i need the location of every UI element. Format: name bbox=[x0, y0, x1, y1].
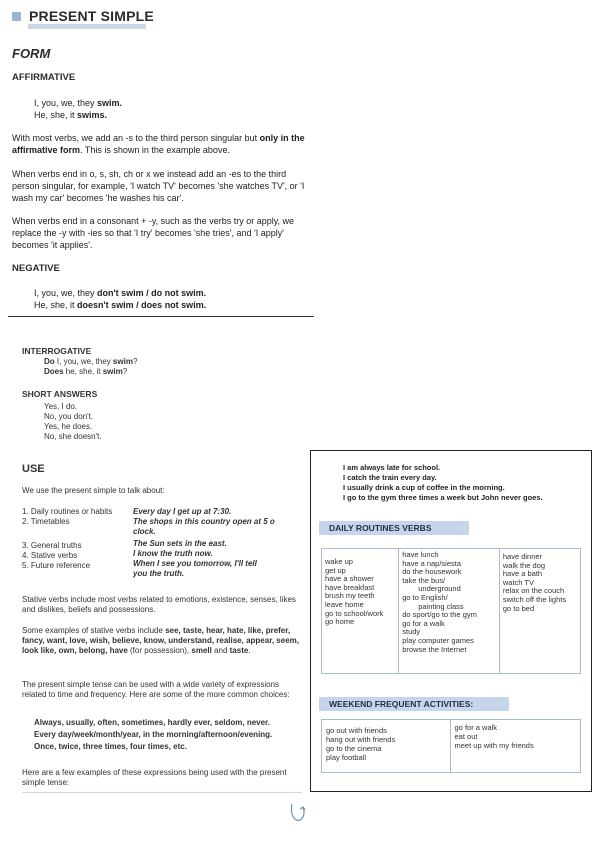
daily-col-2 bbox=[399, 549, 500, 673]
weekend-item: go to the cinema bbox=[326, 744, 382, 753]
daily-col-1 bbox=[322, 549, 399, 673]
use-item-5-example: When I see you tomorrow, I'll tell you the truth. bbox=[133, 559, 257, 578]
weekend-activities-table bbox=[321, 719, 581, 773]
aff-line1-text: I, you, we, they bbox=[34, 98, 98, 108]
weekend-col-2 bbox=[451, 720, 580, 772]
aff-line2-verb: swims. bbox=[77, 110, 108, 120]
short-answer-4: No, she doesn't. bbox=[44, 432, 102, 441]
page-title bbox=[12, 8, 154, 24]
use-item-3-example: The Sun sets in the east. bbox=[133, 539, 227, 548]
interrogative-example-1 bbox=[44, 357, 137, 367]
examples-smell: smell bbox=[191, 646, 212, 655]
frequency-line-2: Every day/week/month/year, in the morning/afternoon/evening. bbox=[34, 730, 273, 739]
weekend-activities-title: WEEKEND FREQUENT ACTIVITIES: bbox=[319, 697, 509, 711]
int-line1-verb: swim bbox=[112, 357, 133, 366]
weekend-item: hang out with friends bbox=[326, 735, 396, 744]
page-bottom-line bbox=[22, 792, 302, 793]
stative-paragraph: Stative verbs include most verbs related to emotions, existence, senses, likes and dislikes, beliefs and possessions. bbox=[22, 595, 296, 614]
form-paragraph-2: When verbs end in o, s, sh, ch or x we instead add an -es to the third person singular, for example, 'I watch TV' becomes 'she watches TV', or 'I wash my car' becomes 'he washes his car'. bbox=[12, 169, 305, 203]
examples-and: and bbox=[211, 646, 230, 655]
stative-examples-paragraph bbox=[22, 626, 304, 656]
daily-item: play computer games bbox=[402, 635, 474, 645]
example-sentence-4: I go to the gym three times a week but John never goes. bbox=[343, 493, 543, 502]
daily-item: have a bath bbox=[502, 569, 543, 579]
neg-line2-verb: doesn't swim / does not swim. bbox=[77, 300, 207, 310]
use-item-5-label: 5. Future reference bbox=[22, 561, 91, 570]
daily-item: have a nap/siesta bbox=[402, 558, 462, 568]
daily-item: go for a walk bbox=[402, 618, 445, 628]
use-item-2-example: The shops in this country open at 5 o clock. bbox=[133, 517, 275, 536]
int-line1-end: ? bbox=[132, 357, 138, 366]
daily-item: watch TV bbox=[502, 577, 534, 587]
daily-col-3 bbox=[500, 549, 580, 673]
daily-item: relax on the couch bbox=[502, 586, 565, 596]
daily-item: have a shower bbox=[325, 574, 374, 584]
interrogative-example-2 bbox=[44, 367, 127, 377]
daily-item: study bbox=[402, 627, 421, 637]
weekend-col-1 bbox=[322, 720, 451, 772]
daily-routines-table bbox=[321, 548, 581, 674]
negative-label: NEGATIVE bbox=[12, 263, 60, 274]
use-item-3-label: 3. General truths bbox=[22, 541, 82, 550]
int-line2-mid: he, she, it bbox=[63, 367, 103, 376]
interrogative-label: INTERROGATIVE bbox=[22, 346, 92, 356]
daily-item: brush my teeth bbox=[325, 591, 375, 601]
use-item-1-example: Every day I get up at 7:30. bbox=[133, 507, 232, 516]
para1-bold: only in the affirmative form bbox=[12, 133, 305, 155]
examples-taste: taste bbox=[229, 646, 249, 655]
negative-example-2 bbox=[34, 299, 206, 311]
frequency-paragraph: The present simple tense can be used with a wide variety of expressions related to time and frequency. Here are some of the more common choices: bbox=[22, 680, 290, 699]
affirmative-example-1 bbox=[34, 97, 122, 109]
daily-item: painting class bbox=[418, 601, 464, 611]
int-line1-aux: Do bbox=[44, 357, 55, 366]
daily-item: have dinner bbox=[502, 552, 543, 561]
weekend-item: meet up with my friends bbox=[454, 741, 534, 750]
int-line2-end: ? bbox=[122, 367, 128, 376]
daily-item: do the housework bbox=[402, 567, 462, 577]
example-sentence-2: I catch the train every day. bbox=[343, 473, 437, 482]
daily-item: go home bbox=[325, 617, 355, 627]
int-line2-aux: Does bbox=[44, 367, 64, 376]
aff-line2-text: He, she, it bbox=[34, 110, 78, 120]
daily-item: have breakfast bbox=[325, 582, 375, 592]
neg-line1-verb: don't swim / do not swim. bbox=[97, 288, 207, 298]
title-text: PRESENT SIMPLE bbox=[29, 8, 154, 24]
daily-routines-title: DAILY ROUTINES VERBS bbox=[319, 521, 469, 535]
form-paragraph-3: When verbs end in a consonant + -y, such as the verbs try or apply, we replace the -y with -ies so that 'I try' becomes 'she tries', and 'I apply' becomes 'it applies'. bbox=[12, 216, 295, 250]
aff-line1-verb: swim. bbox=[97, 98, 123, 108]
weekend-item: go out with friends bbox=[326, 726, 387, 735]
section-divider bbox=[8, 316, 314, 317]
daily-item: take the bus/ bbox=[402, 575, 446, 585]
short-answer-1: Yes, I do. bbox=[44, 402, 78, 411]
examples-mid: (for possession), bbox=[127, 646, 192, 655]
weekend-item: play football bbox=[326, 753, 367, 762]
daily-item: get up bbox=[325, 565, 346, 575]
use-heading: USE bbox=[22, 463, 45, 475]
curved-arrow-icon bbox=[288, 800, 308, 826]
int-line1-mid: I, you, we, they bbox=[54, 357, 113, 366]
use-item-1-label: 1. Daily routines or habits bbox=[22, 507, 113, 516]
para1-post: . This is shown in the example above. bbox=[80, 145, 230, 155]
frequency-line-3: Once, twice, three times, four times, etc. bbox=[34, 742, 187, 751]
daily-item: go to school/work bbox=[325, 608, 384, 618]
use-item-4-example: I know the truth now. bbox=[133, 549, 213, 558]
daily-item: wake up bbox=[325, 557, 353, 566]
neg-line1-text: I, you, we, they bbox=[34, 288, 98, 298]
daily-item: browse the Internet bbox=[402, 644, 467, 654]
examples-verbs: see, taste, hear, hate, like, prefer, fancy, want, love, wish, believe, know, understand, realise, appear, seem, look like, own, belong, have bbox=[22, 626, 299, 655]
neg-line2-text: He, she, it bbox=[34, 300, 78, 310]
examples-box bbox=[310, 450, 592, 792]
daily-item: go to bed bbox=[502, 603, 535, 613]
daily-item: switch off the lights bbox=[502, 594, 567, 604]
daily-item: do sport/go to the gym bbox=[402, 610, 477, 620]
form-paragraph-1 bbox=[12, 132, 312, 156]
daily-item: leave home bbox=[325, 599, 364, 609]
example-sentence-3: I usually drink a cup of coffee in the morning. bbox=[343, 483, 505, 492]
negative-example-1 bbox=[34, 287, 206, 299]
use-intro: We use the present simple to talk about: bbox=[22, 486, 165, 495]
title-square-icon bbox=[12, 12, 21, 21]
example-sentence-1: I am always late for school. bbox=[343, 463, 441, 472]
example-sentences bbox=[343, 463, 543, 503]
frequency-line-1: Always, usually, often, sometimes, hardly ever, seldom, never. bbox=[34, 718, 270, 727]
affirmative-label: AFFIRMATIVE bbox=[12, 72, 76, 83]
short-answer-3: Yes, he does. bbox=[44, 422, 93, 431]
daily-item: go to English/ bbox=[402, 592, 448, 602]
use-item-4-label: 4. Stative verbs bbox=[22, 551, 78, 560]
daily-item: underground bbox=[418, 584, 461, 594]
use-item-2-label: 2. Timetables bbox=[22, 517, 70, 526]
weekend-item: go for a walk bbox=[454, 723, 498, 732]
affirmative-example-2 bbox=[34, 109, 107, 121]
short-answers-label: SHORT ANSWERS bbox=[22, 389, 98, 399]
form-heading: FORM bbox=[12, 46, 51, 61]
examples-pre: Some examples of stative verbs include bbox=[22, 626, 166, 635]
short-answer-2: No, you don't. bbox=[44, 412, 94, 421]
para1-pre: With most verbs, we add an -s to the third person singular but bbox=[12, 133, 260, 143]
int-line2-verb: swim bbox=[102, 367, 123, 376]
daily-item: have lunch bbox=[402, 550, 439, 559]
daily-item: walk the dog bbox=[502, 560, 545, 570]
weekend-item: eat out bbox=[454, 732, 478, 741]
examples-end: . bbox=[248, 646, 251, 655]
examples-intro: Here are a few examples of these expressions being used with the present simple tense: bbox=[22, 768, 287, 787]
title-underline bbox=[28, 24, 146, 29]
